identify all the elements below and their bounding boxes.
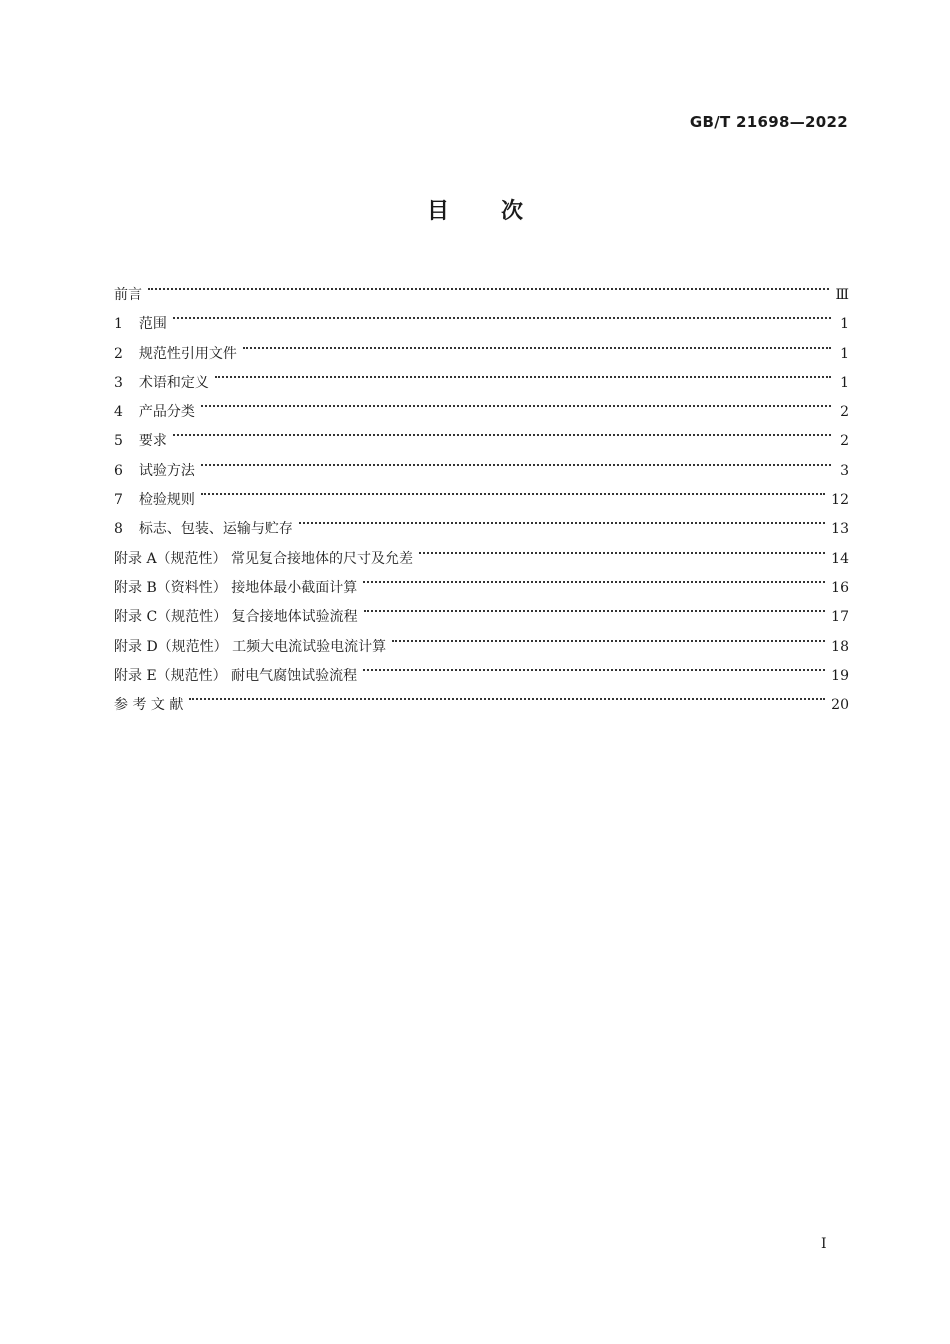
toc-entry-number: 7 <box>114 492 123 509</box>
toc-entry-label: 附录 B（资料性） 接地体最小截面计算 <box>114 579 358 596</box>
toc-entry-number: 8 <box>114 521 123 538</box>
toc-leader-dots <box>201 387 831 416</box>
toc-entry-label: 产品分类 <box>138 404 195 421</box>
toc-entry-page: 17 <box>831 609 849 626</box>
toc-entry-page: 20 <box>831 697 849 714</box>
toc-entry-label: 术语和定义 <box>138 374 209 391</box>
toc-entry[interactable] <box>114 446 849 479</box>
toc-entry-page: 18 <box>831 638 849 655</box>
toc-leader-dots <box>189 680 825 709</box>
toc-entry-label: 规范性引用文件 <box>138 345 237 362</box>
toc-entry-label: 附录 A（规范性） 常见复合接地体的尺寸及允差 <box>114 550 414 567</box>
toc-entry-page: 2 <box>840 433 849 450</box>
toc-entry[interactable] <box>114 299 849 333</box>
toc-leader-dots <box>173 416 831 445</box>
toc-leader-dots <box>173 299 831 328</box>
toc-leader-dots <box>364 592 826 621</box>
toc-entry-page: 12 <box>831 492 849 509</box>
toc-leader-dots <box>201 475 825 504</box>
toc-entry-label: 参 考 文 献 <box>114 697 184 714</box>
toc-entry-page: 1 <box>840 345 849 362</box>
toc-entry-number: 2 <box>114 345 123 362</box>
toc-entry[interactable] <box>114 416 849 450</box>
toc-entry-number: 3 <box>114 374 123 391</box>
toc-entry-page: 19 <box>831 667 849 684</box>
toc-leader-dots <box>299 504 825 533</box>
toc-entry-page: 1 <box>840 374 849 391</box>
toc-entry-label: 前言 <box>114 287 142 303</box>
toc-entry-number: 6 <box>114 462 123 479</box>
toc-entry[interactable] <box>114 387 849 421</box>
toc-entry[interactable] <box>114 504 849 538</box>
toc-entry-label: 标志、包装、运输与贮存 <box>138 521 293 538</box>
toc-entry-number: 4 <box>114 404 123 421</box>
toc-entry[interactable] <box>114 270 849 303</box>
toc-leader-dots <box>392 622 825 651</box>
toc-entry-page: 16 <box>831 579 849 596</box>
toc-leader-dots <box>243 329 831 358</box>
toc-entry[interactable] <box>114 680 849 714</box>
page-number: I <box>821 1236 827 1252</box>
toc-entry-label: 试验方法 <box>138 462 195 479</box>
standard-code: GB/T 21698—2022 <box>689 113 848 131</box>
toc-leader-dots <box>419 534 825 563</box>
toc-entry[interactable] <box>114 358 849 391</box>
toc-entry-page: Ⅲ <box>835 287 849 303</box>
table-of-contents <box>114 270 849 714</box>
toc-entry[interactable] <box>114 475 849 509</box>
toc-entry-label: 附录 D（规范性） 工频大电流试验电流计算 <box>114 638 387 655</box>
toc-leader-dots <box>363 563 825 592</box>
toc-entry-label: 检验规则 <box>138 492 195 509</box>
toc-entry[interactable] <box>114 329 849 362</box>
toc-entry-page: 1 <box>840 316 849 333</box>
toc-leader-dots <box>148 270 829 299</box>
toc-leader-dots <box>363 651 825 680</box>
toc-entry-label: 附录 E（规范性） 耐电气腐蚀试验流程 <box>114 667 358 684</box>
toc-entry-page: 3 <box>840 462 849 479</box>
page-title: 目次 <box>426 199 575 224</box>
toc-entry-page: 14 <box>831 550 849 567</box>
toc-entry-label: 附录 C（规范性） 复合接地体试验流程 <box>114 609 358 626</box>
toc-entry-label: 范围 <box>138 316 167 333</box>
toc-entry-number: 1 <box>114 316 123 333</box>
toc-entry-page: 13 <box>831 521 849 538</box>
toc-leader-dots <box>201 446 831 475</box>
toc-leader-dots <box>215 358 831 387</box>
toc-entry-number: 5 <box>114 433 123 450</box>
toc-entry-label: 要求 <box>138 433 167 450</box>
toc-entry-page: 2 <box>840 404 849 421</box>
